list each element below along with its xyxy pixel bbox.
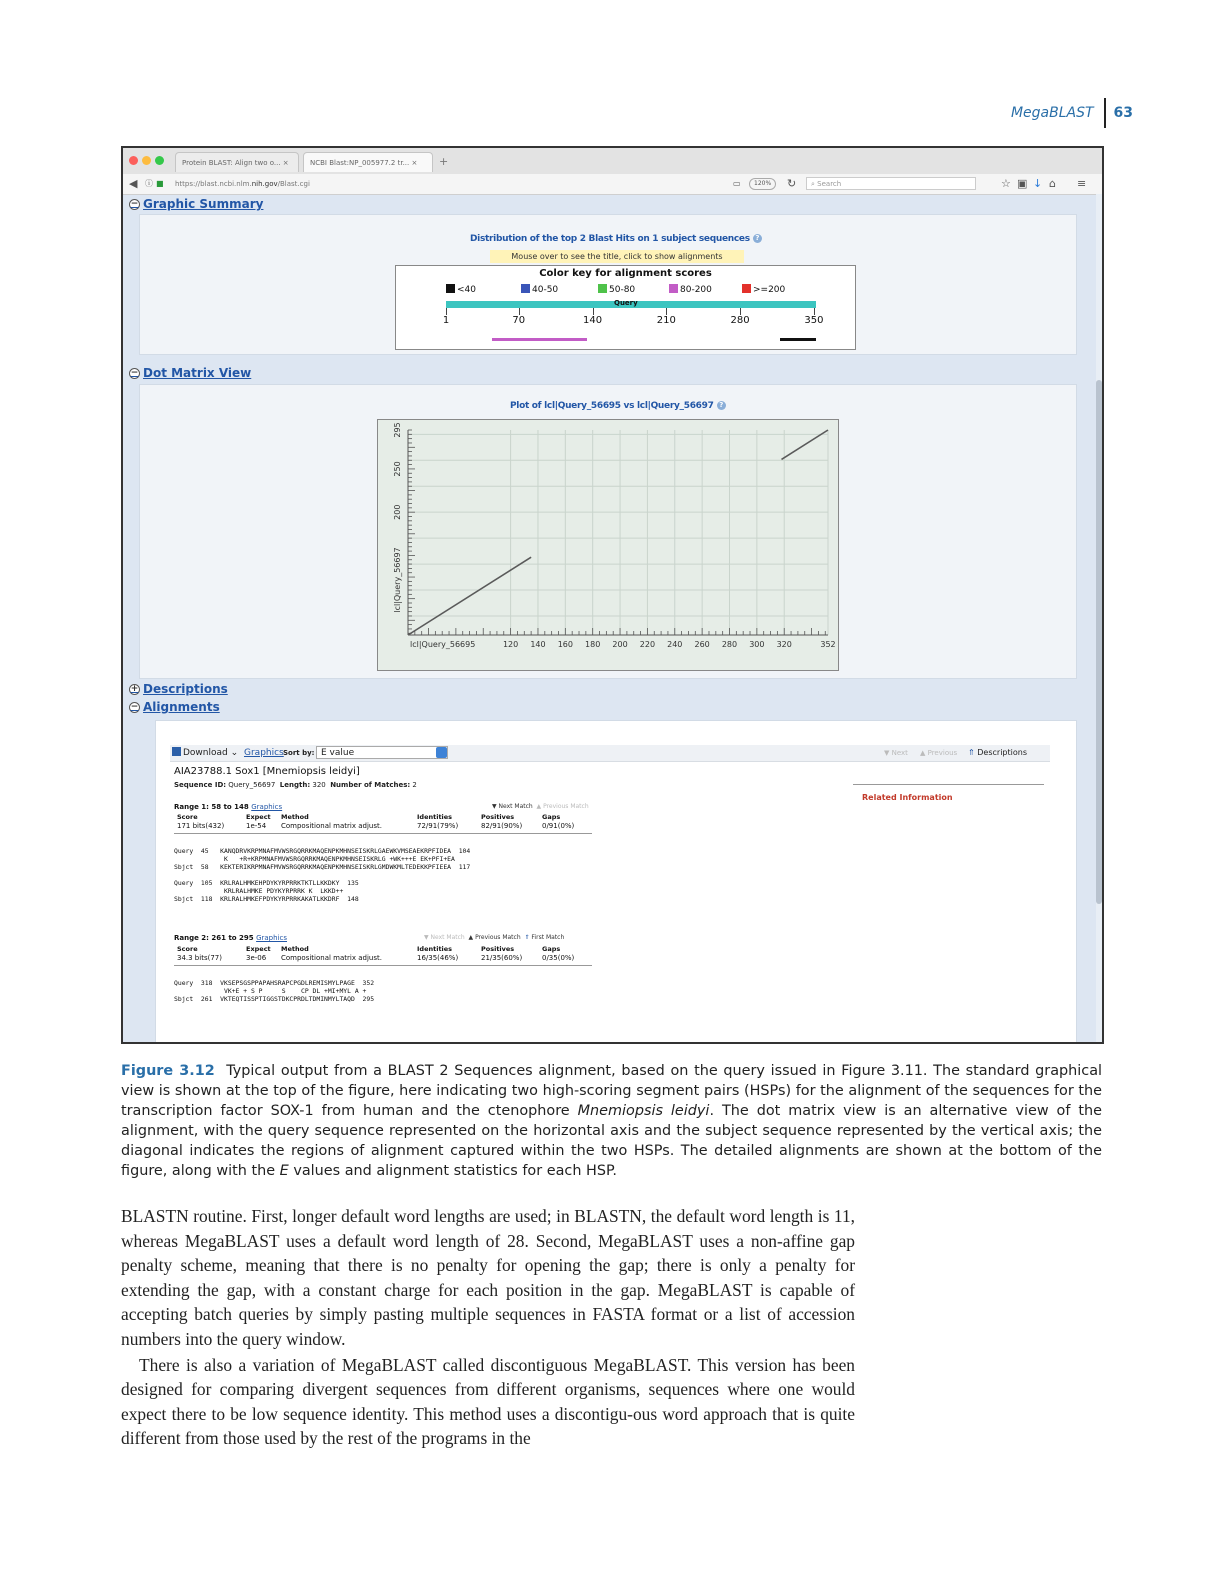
collapse-toggle-icon[interactable]: − <box>130 367 139 378</box>
axis-tick-label: 350 <box>804 315 824 326</box>
y-tick-label: 295 <box>393 422 402 438</box>
alignment-block: Query 318 VKSEPSGSPPAPAHSRAPCPGDLREMISMYLPAGE 352 VK+E + S P S CP DL +MI+MYL A + Sbjct 261 VKTEQTISSPTIGGSTDKCPRDLTDMINMYLTAQD 295 <box>174 979 375 1003</box>
x-tick-label: 300 <box>749 640 765 649</box>
paragraph-1: BLASTN routine. First, longer default word lengths are used; in BLASTN, the default word length is 11, whereas MegaBLAST uses a default word length of 28. Second, MegaBLAST uses a non-affine gap penalty scheme, meaning that there is no penalty for opening the gap; there is only a penalty for extending the gap, with a constant charge for each position in the gap. MegaBLAST is capable of accepting batch queries by simply pasting multiple sequences in FASTA format or a list of accession numbers into the query window. <box>121 1206 855 1349</box>
color-key-40-50: 40-50 <box>521 284 558 295</box>
x-tick-label: 140 <box>530 640 546 649</box>
help-icon[interactable]: ? <box>717 401 726 410</box>
color-key-title: Color key for alignment scores <box>539 268 712 279</box>
mouse-over-hint: Mouse over to see the title, click to show alignments <box>490 250 744 263</box>
body-text <box>121 1204 855 1451</box>
previous-match-link[interactable]: ▲ Previous Match <box>468 934 521 941</box>
dot-matrix-header[interactable] <box>129 366 251 380</box>
help-icon[interactable]: ? <box>753 234 762 243</box>
dot-matrix-plot <box>377 419 839 671</box>
browser-nav-bar <box>123 174 1102 195</box>
range-1-nav <box>492 803 589 810</box>
paragraph-2: There is also a variation of MegaBLAST called discontiguous MegaBLAST. This version has been designed for comparing divergent sequences from different organisms, sequences where one would expect there to be low sequence identity. This method uses a discontigu-ous word approach that is quite different from those used by the rest of the programs in the <box>121 1354 855 1449</box>
dot-matrix-link[interactable]: Dot Matrix View <box>143 366 252 380</box>
color-key-80-200: 80-200 <box>669 284 712 295</box>
figure-caption <box>121 1061 1102 1181</box>
collapse-toggle-icon[interactable]: − <box>130 701 139 712</box>
x-tick-label: 320 <box>776 640 792 649</box>
browser-tab-protein-blast[interactable]: Protein BLAST: Align two o... × <box>175 152 299 172</box>
x-tick-label: 120 <box>502 640 519 649</box>
up-arrow-icon: ⇑ <box>968 748 975 757</box>
range-1-title: Range 1: 58 to 148 Graphics <box>174 803 283 811</box>
color-swatch <box>669 284 678 293</box>
color-key-lt40: <40 <box>446 284 476 295</box>
color-swatch <box>446 284 455 293</box>
x-tick-label: 240 <box>667 640 683 649</box>
axis-tick-label: 280 <box>730 315 750 326</box>
new-tab-button[interactable]: + <box>439 155 449 168</box>
graphic-summary-header[interactable] <box>129 197 263 211</box>
menu-icon[interactable]: ≡ <box>1077 177 1087 190</box>
caption-text-2: . The dot matrix view is an alternative view of the alignment, with the query sequence represented on the horizontal axis and the subject sequence represented by the vertical axis; the diagonal indicates the regions of alignment captured within the two HSPs. The detailed alignments are shown at the bottom of the figure, along with the <box>121 1103 1102 1179</box>
axis-tick <box>814 308 815 315</box>
sort-by-label: Sort by: <box>283 749 315 757</box>
reload-icon[interactable]: ↻ <box>787 177 797 190</box>
search-input[interactable]: ⌕ Search <box>806 177 976 190</box>
x-tick-label: 280 <box>721 640 738 649</box>
library-icon[interactable]: ▣ <box>1017 177 1028 190</box>
download-arrow-icon[interactable]: ↓ <box>1033 177 1043 190</box>
x-tick-label: 352 <box>820 640 836 649</box>
graphics-link[interactable]: Graphics <box>244 748 284 758</box>
e-value-letter: E <box>279 1163 289 1179</box>
axis-tick-label: 70 <box>512 315 526 326</box>
next-match-link[interactable]: ▼ Next Match <box>424 934 465 941</box>
maximize-window-dot[interactable] <box>155 156 164 165</box>
axis-tick-label: 210 <box>656 315 676 326</box>
descriptions-header[interactable] <box>129 682 228 696</box>
hsp-bar[interactable] <box>780 338 816 341</box>
axis-tick <box>446 308 447 315</box>
download-button[interactable]: Download ⌄ <box>172 746 238 760</box>
graphic-summary-link[interactable]: Graphic Summary <box>143 197 264 211</box>
color-swatch <box>598 284 607 293</box>
info-icon[interactable]: ⓘ <box>145 179 153 188</box>
scrollbar-thumb[interactable] <box>1096 380 1102 904</box>
first-match-link[interactable]: ⇑ First Match <box>524 934 565 941</box>
related-information[interactable]: Related Information <box>862 793 953 802</box>
expand-toggle-icon[interactable]: + <box>130 683 139 694</box>
graphic-summary-title: Distribution of the top 2 Blast Hits on 1 subject sequences ? <box>470 234 762 244</box>
descriptions-link[interactable]: Descriptions <box>143 682 228 696</box>
caption-text-1: Typical output from a BLAST 2 Sequences alignment, based on the query issued in Figure 3.11. The standard graphical view is shown at the top of the figure, here indicating two high-scoring segment pairs (HSPs) for the alignment of the sequences for the transcription factor SOX-1 from human and the ctenophore <box>121 1063 1103 1119</box>
range-1-stats: Score Expect Method Identities Positives Gaps 171 bits(432) 1e-54 Compositional matrix adjust. 72/91(79%) 82/91(90%) 0/91(0%) <box>174 813 592 834</box>
running-head-title: MegaBLAST <box>1010 105 1094 121</box>
range-2-title: Range 2: 261 to 295 Graphics <box>174 934 288 942</box>
color-key-50-80: 50-80 <box>598 284 635 295</box>
x-tick-label: 260 <box>694 640 710 649</box>
color-key-gte200: >=200 <box>742 284 785 295</box>
alignment-block: Query 105 KRLRALHMKEHPDYKYRPRRKTKTLLKKDKY 135 KRLRALHMKE PDYKYRPRRK K LKKD++ Sbjct 118 KRLRALHMKEFPDYKYRPRRKAKATLKKDRF 148 <box>174 879 359 903</box>
bookmark-star-icon[interactable]: ☆ <box>1001 177 1011 190</box>
color-swatch <box>521 284 530 293</box>
y-tick-label: 200 <box>393 504 402 520</box>
hit-title: AIA23788.1 Sox1 [Mnemiopsis leidyi] <box>174 766 360 777</box>
color-swatch <box>742 284 751 293</box>
species-name: Mnemiopsis leidyi <box>577 1103 710 1119</box>
y-tick-label: 250 <box>393 461 402 477</box>
color-key-box <box>395 265 856 350</box>
axis-tick <box>666 308 667 315</box>
dot-matrix-title: Plot of lcl|Query_56695 vs lcl|Query_56697 ? <box>510 401 726 411</box>
collapse-toggle-icon[interactable]: − <box>130 198 139 209</box>
x-axis-label: lcl|Query_56695 <box>410 640 476 649</box>
figure-screenshot <box>121 146 1104 1044</box>
dot-matrix-svg <box>378 420 838 670</box>
sort-by-select[interactable]: E value <box>316 746 448 759</box>
query-label: Query <box>614 299 638 307</box>
axis-tick-label: 1 <box>442 315 450 326</box>
page-number: 63 <box>1113 105 1133 121</box>
axis-tick-label: 140 <box>582 315 603 326</box>
caption-text-3: values and alignment statistics for each HSP. <box>288 1163 617 1179</box>
zoom-indicator[interactable]: 120% <box>749 178 776 190</box>
first-match-icon: ⇑ <box>524 934 530 941</box>
axis-tick <box>740 308 741 315</box>
alignments-link[interactable]: Alignments <box>143 700 220 714</box>
lock-icon: ■ <box>156 179 164 188</box>
download-icon <box>172 747 181 756</box>
hsp-bar[interactable] <box>492 338 587 341</box>
range-1-graphics-link[interactable]: Graphics <box>251 803 283 811</box>
running-head <box>1011 98 1133 128</box>
sequence-info: Sequence ID: Query_56697 Length: 320 Number of Matches: 2 <box>174 781 417 789</box>
back-arrow-icon[interactable]: ◀ <box>129 177 138 190</box>
range-2-nav <box>424 934 564 941</box>
y-axis-label: lcl|Query_56697 <box>393 547 402 613</box>
previous-button[interactable]: ▲ Previous <box>920 749 958 757</box>
alignment-block: Query 45 KANQDRVKRPMNAFMVWSRGQRRKMAQENPKMHNSEISKRLGAEWKVMSEAEKRPFIDEA 104 K +R+KRPMNAFMVWSRGQRRKMAQENPKMHNSEISKRLG +WK+++E EK+PFI+EA Sbjct 58 KEKTERIKRPMNAFMVWSRGQRRKMAQENPKMHNSEISKRLGMDWKMLTEDEKKPFIEEA 117 <box>174 847 471 871</box>
graphic-summary-panel <box>139 214 1077 355</box>
close-window-dot[interactable] <box>129 156 138 165</box>
x-tick-label: 220 <box>639 640 656 649</box>
alignments-header[interactable] <box>129 700 220 714</box>
browser-tab-bar <box>123 148 1102 175</box>
descriptions-button[interactable]: ⇑ Descriptions <box>968 748 1027 757</box>
minimize-window-dot[interactable] <box>142 156 151 165</box>
x-tick-label: 160 <box>557 640 573 649</box>
figure-label: Figure 3.12 <box>121 1063 215 1079</box>
home-icon[interactable]: ⌂ <box>1049 177 1056 190</box>
next-button[interactable]: ▼ Next <box>884 749 908 757</box>
reader-view-icon[interactable]: ▭ <box>733 179 741 188</box>
axis-tick <box>519 308 520 315</box>
x-tick-label: 180 <box>585 640 601 649</box>
alignments-toolbar <box>170 745 1050 762</box>
browser-tab-ncbi-blast[interactable]: NCBI Blast:NP_005977.2 tr... × <box>303 152 433 172</box>
range-2-graphics-link[interactable]: Graphics <box>256 934 288 942</box>
select-arrow-icon <box>436 747 447 758</box>
url-bar[interactable]: https://blast.ncbi.nlm.nih.gov/Blast.cgi <box>175 180 310 188</box>
x-tick-label: 200 <box>612 640 628 649</box>
dot-matrix-panel <box>139 384 1077 679</box>
related-info-divider <box>853 784 1044 785</box>
previous-match-link[interactable]: ▲ Previous Match <box>536 803 589 810</box>
alignments-panel <box>155 720 1077 1044</box>
next-match-link[interactable]: ▼ Next Match <box>492 803 533 810</box>
hsp-diagonal <box>408 557 531 635</box>
axis-tick <box>593 308 594 315</box>
range-2-stats: Score Expect Method Identities Positives Gaps 34.3 bits(77) 3e-06 Compositional matrix adjust. 16/35(46%) 21/35(60%) 0/35(0%) <box>174 945 592 966</box>
